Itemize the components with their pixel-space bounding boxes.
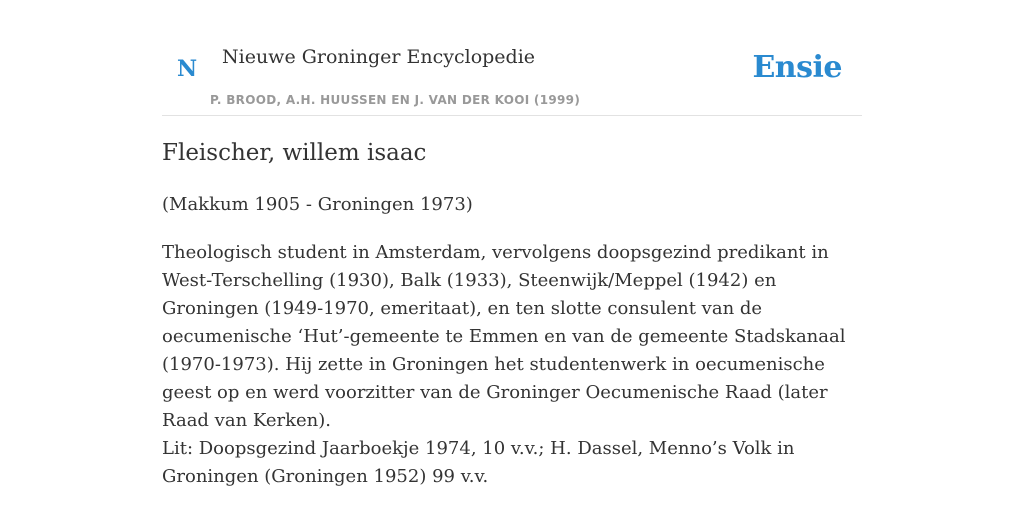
authors-line: P. BROOD, A.H. HUUSSEN EN J. VAN DER KOOI (1999) bbox=[210, 93, 581, 107]
header bbox=[162, 0, 862, 116]
ensie-logo-link[interactable]: Ensie bbox=[752, 50, 842, 85]
page-container bbox=[162, 0, 862, 487]
entry-body: Theologisch student in Amsterdam, vervolgens doopsgezind predikant in West-Terschelling (1930), Balk (1933), Steenwijk/Meppel (1942) en Groningen (1949-1970, emeritaat), en ten slotte consulent van de oecumenische ‘Hut’-gemeente te Emmen en van de gemeente Stadskanaal (1970-1973). Hij zette in Groningen het studentenwerk in oecumenische geest op en werd voorzitter van de Groninger Oecumenische Raad (later Raad van Kerken). bbox=[162, 242, 846, 431]
entry-lifespan: (Makkum 1905 - Groningen 1973) bbox=[162, 194, 473, 215]
entry-title: Fleischer, willem isaac bbox=[162, 140, 427, 166]
entry-literature: Lit: Doopsgezind Jaarboekje 1974, 10 v.v.; H. Dassel, Menno’s Volk in Groningen (Groningen 1952) 99 v.v. bbox=[162, 438, 795, 487]
publication-logo[interactable]: N bbox=[177, 56, 198, 82]
book-title-link[interactable]: Nieuwe Groninger Encyclopedie bbox=[222, 46, 536, 68]
